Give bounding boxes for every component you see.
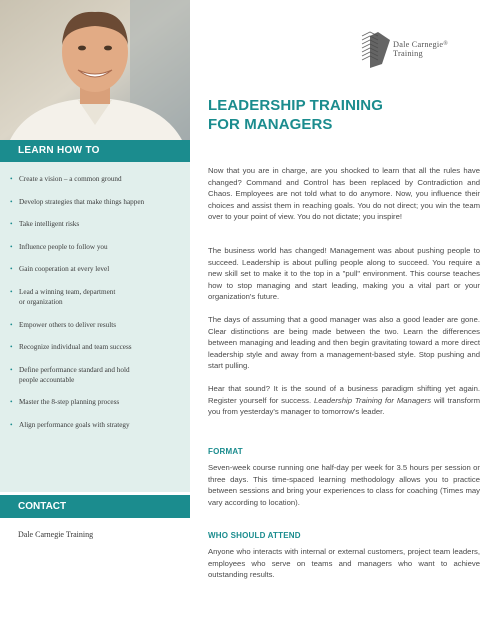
title-line-2: FOR MANAGERS <box>208 116 333 133</box>
format-heading: FORMAT <box>208 447 243 456</box>
learn-how-to-panel <box>0 162 190 492</box>
logo-trademark: ® <box>443 41 449 47</box>
list-item: • Define performance standard and hold people accountable <box>10 365 130 384</box>
list-item: • Gain cooperation at every level <box>10 265 110 274</box>
intro-paragraph-1: Now that you are in charge, are you shocked to learn that all the rules have changed? Command and Control has been replaced by Contradiction and Chaos. Employees are not told what to do anymore. Now, you influence their choices and assist them in reaching goals. You do not direct; you win the team over to your point of view. You do not dictate; you inspire! <box>208 166 480 222</box>
contact-heading: CONTACT <box>0 495 190 518</box>
list-item: • Lead a winning team, department or organization <box>10 287 116 306</box>
learn-list <box>0 162 190 430</box>
intro-paragraph-4: Hear that sound? It is the sound of a business paradigm shifting yet again. Register yourself for success. Leadership Training for Managers will transform you from yesterday's manager to tomorrow's leader. <box>208 384 480 417</box>
contact-name: Dale Carnegie Training <box>18 530 94 539</box>
format-text: Seven-week course running one half-day per week for 3.5 hours per session or three days. This time-spaced learning methodology allows you to practice between sessions and bring your experiences to class for coaching (Times may vary according to location). <box>208 463 480 507</box>
course-name: Leadership Training for Managers <box>313 395 432 405</box>
list-item: • Empower others to deliver results <box>10 320 117 329</box>
list-item: • Master the 8-step planning process <box>10 398 120 407</box>
list-item: • Create a vision – a common ground <box>10 175 122 183</box>
list-item: • Align performance goals with strategy <box>10 420 130 429</box>
logo-wordmark <box>393 40 448 58</box>
title-line-1: LEADERSHIP TRAINING <box>208 97 383 114</box>
who-should-attend-text: Anyone who interacts with internal or external customers, project team leaders, employees who serve on teams and managers who want to achieve outstanding results. <box>208 547 480 580</box>
list-item: • Recognize individual and team success <box>10 343 132 352</box>
page-title <box>208 96 478 134</box>
list-item: • Develop strategies that make things happen <box>10 197 145 206</box>
list-item: • Take intelligent risks <box>10 220 80 229</box>
intro-paragraph-2: The business world has changed! Management was about pushing people to succeed. Leadership is about pulling people along to succeed. You require a new skill set to make it to the top in a "pull" environment. This course teaches how to stop managing and start leading, making you a vital part or your organization's future. <box>208 246 480 302</box>
learn-how-to-heading: LEARN HOW TO <box>0 140 190 162</box>
who-should-attend-heading: WHO SHOULD ATTEND <box>208 531 301 540</box>
logo-line-1: Dale Carnegie <box>393 40 444 49</box>
intro-paragraph-3: The days of assuming that a good manager was also a good leader are gone. Clear distinctions are being made between the two. Learn the differences between managing and leading and then begin gravitating toward a more direct leadership style and away from a management-based style. Stop pushing and start pulling. <box>208 315 480 371</box>
list-item: • Influence people to follow you <box>10 242 108 251</box>
portrait-photo <box>0 0 190 140</box>
sidebar <box>0 0 190 640</box>
logo-line-2: Training <box>393 49 423 58</box>
